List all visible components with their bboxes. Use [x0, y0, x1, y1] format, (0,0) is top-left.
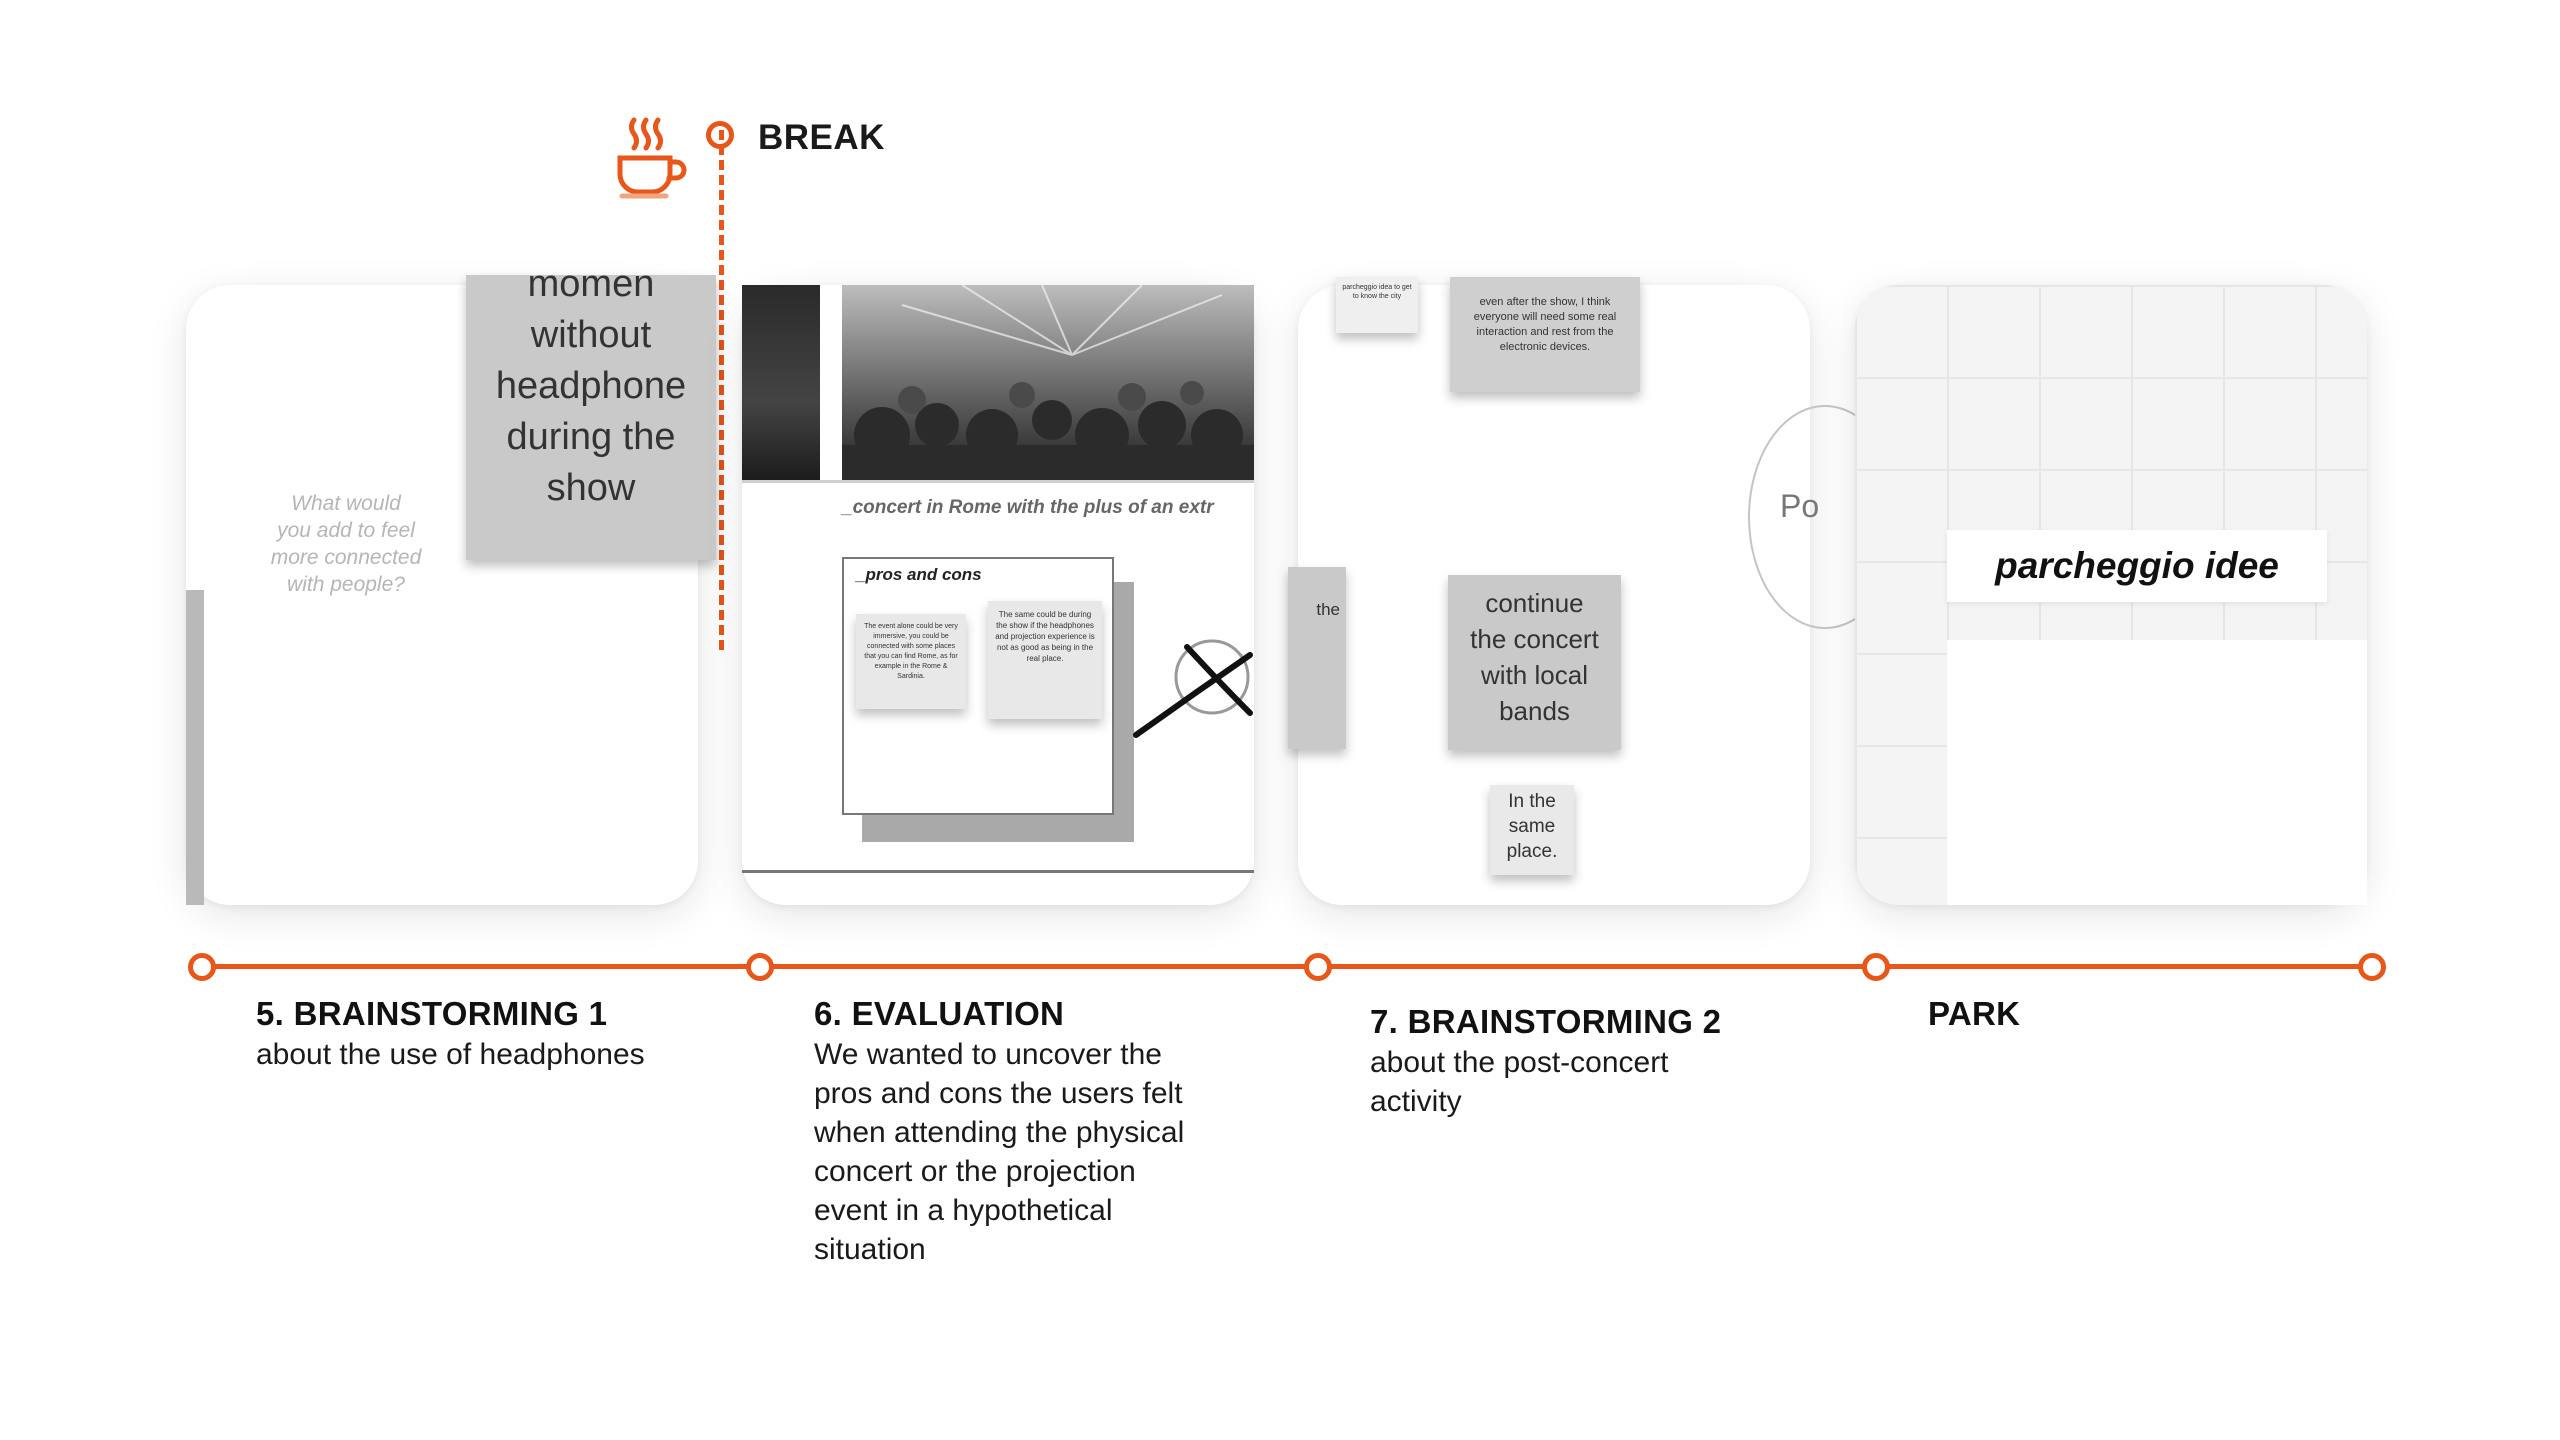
- left-gray-bar: [186, 590, 204, 905]
- stage-title: 6. EVALUATION: [814, 995, 1065, 1032]
- park-label: parcheggio idee: [1995, 545, 2279, 586]
- pros-cons-board: [842, 557, 1114, 815]
- card-evaluation[interactable]: [742, 285, 1254, 905]
- timeline-node-end: [2358, 953, 2386, 981]
- card-brainstorming-2[interactable]: [1298, 284, 1820, 905]
- stage-brainstorming-1: [256, 995, 756, 1074]
- stage-desc-line: about the post-concert: [1370, 1046, 1669, 1079]
- stage-desc-line: situation: [814, 1233, 926, 1266]
- photo-divider: [742, 480, 1254, 483]
- break-dashed-line: [719, 130, 724, 650]
- card-brainstorming-1[interactable]: [186, 263, 698, 905]
- stage-evaluation: [814, 995, 1314, 1269]
- note-cons: The same could be during the show if the headphones and projection experience is not as good as being in the real place.: [988, 601, 1102, 719]
- concert-crowd-photo: [842, 285, 1254, 480]
- stage-desc-line: when attending the physical: [814, 1116, 1185, 1149]
- timeline-node-park: [1862, 953, 1890, 981]
- stage-title: 5. BRAINSTORMING 1: [256, 995, 608, 1032]
- timeline-node-5: [188, 953, 216, 981]
- sticky-note-headphones: momen without headphone during the show: [466, 275, 716, 560]
- stage-brainstorming-2: [1370, 1003, 1870, 1121]
- stage-desc-line: concert or the projection: [814, 1155, 1136, 1188]
- note-continue-concert: continue the concert with local bands: [1448, 575, 1621, 750]
- timeline-line: [200, 964, 2370, 969]
- pros-cons-title: _pros and cons: [856, 565, 982, 584]
- timeline-node-7: [1304, 953, 1332, 981]
- note-top-right: even after the show, I think everyone will need some real interaction and rest from the electronic devices.: [1450, 277, 1640, 392]
- note-side-left: the: [1288, 567, 1346, 749]
- coffee-cup-icon: [612, 112, 692, 202]
- stage-title: 7. BRAINSTORMING 2: [1370, 1003, 1722, 1040]
- timeline-node-6: [746, 953, 774, 981]
- stage-title: PARK: [1928, 995, 2021, 1032]
- stage-desc-line: We wanted to uncover the: [814, 1038, 1162, 1071]
- circle-text: Po: [1780, 488, 1820, 524]
- note-top-left: parcheggio idea to get to know the city: [1336, 277, 1418, 333]
- cross-scribble: [1132, 625, 1254, 745]
- note-pros: The event alone could be very immersive, you could be connected with some places that you can find Rome, as for example in the Rome & Sardinia.: [856, 614, 966, 709]
- question-text: What would you add to feel more connected with people?: [270, 492, 422, 596]
- stage-desc-line: activity: [1370, 1085, 1462, 1118]
- stage-park: [1928, 995, 2328, 1033]
- concert-caption: _concert in Rome with the plus of an extr: [842, 497, 1214, 518]
- note-same-place: In the same place.: [1490, 785, 1574, 875]
- photo-left-dark: [742, 285, 820, 480]
- park-white-area: [1947, 640, 2367, 905]
- stage-desc-line: about the use of headphones: [256, 1038, 645, 1071]
- card-park[interactable]: [1855, 285, 2367, 905]
- stage-desc-line: pros and cons the users felt: [814, 1077, 1183, 1110]
- break-label: BREAK: [758, 118, 885, 157]
- board-bottom-line: [742, 870, 1254, 873]
- stage-desc-line: event in a hypothetical: [814, 1194, 1113, 1227]
